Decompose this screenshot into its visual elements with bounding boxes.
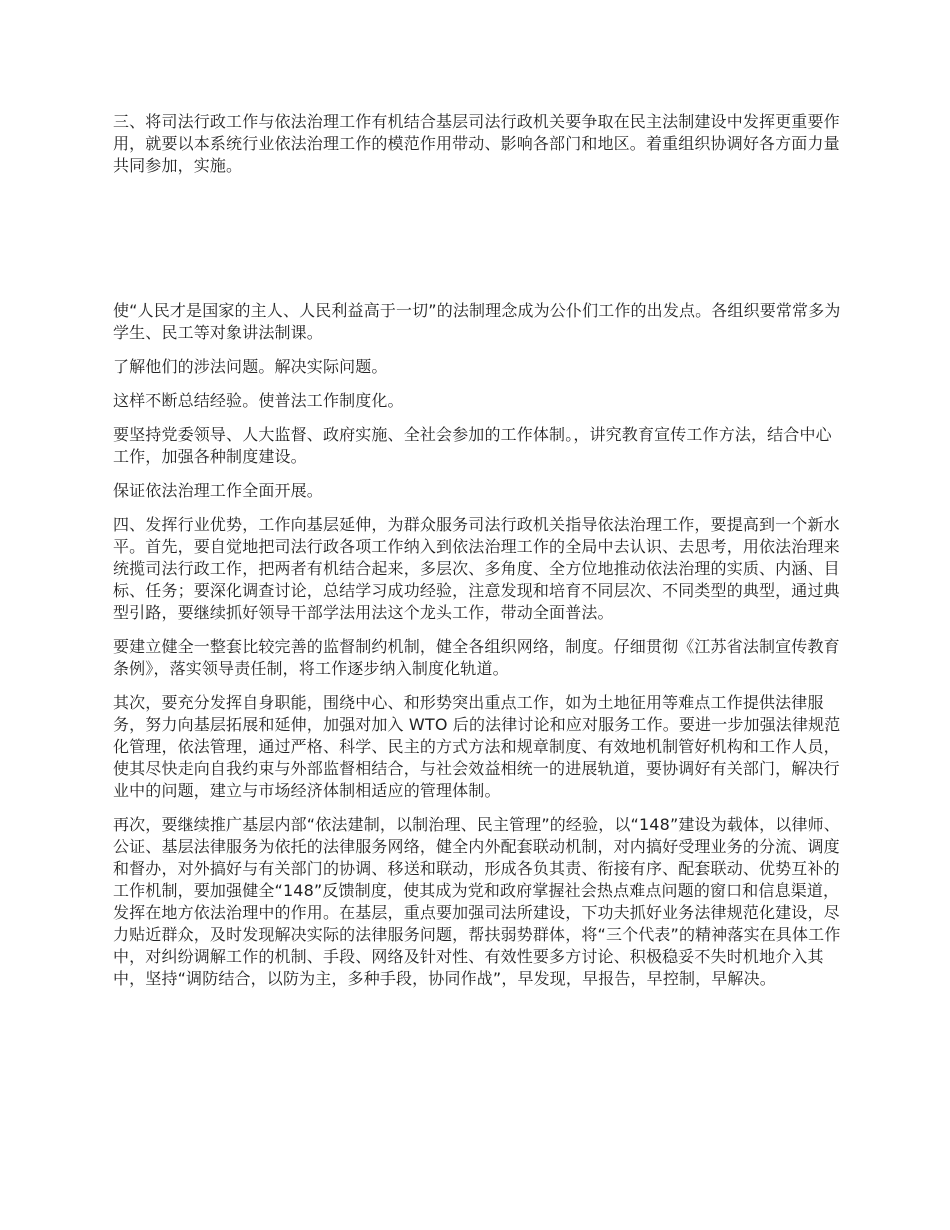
paragraph-9: 再次，要继续推广基层内部“依法建制，以制治理、民主管理”的经验，以“148”建设为载体，以律师、公证、基层法律服务为依托的法律服务网络，健全内外配套联动机制，对内搞好受理业务的分流、调度和督办，对外搞好与有关部门的协调、移送和联动，形成各负其责、衔接有序、配套联动、优势互补的工作机制，要加强健全“148”反馈制度，使其成为党和政府掌握社会热点难点问题的窗口和信息渠道，发挥在地方依法治理中的作用。在基层，重点要加强司法所建设，下功夫抓好业务法律规范化建设，尽力贴近群众，及时发现解决实际的法律服务问题，帮扶弱势群体，将“三个代表”的精神落实在具体工作中，对纠纷调解工作的机制、手段、网络及针对性、有效性要多方讨论、积极稳妥不失时机地介入其中，坚持“调防结合，以防为主，多种手段，协同作战”，早发现，早报告，早控制，早解决。: [113, 815, 841, 988]
paragraph-6: 四、发挥行业优势，工作向基层延伸，为群众服务司法行政机关指导依法治理工作，要提高到一个新水平。首先，要自觉地把司法行政各项工作纳入到依法治理工作的全局中去认识、去思考，用依法治理来统揽司法行政工作，把两者有机结合起来，多层次、多角度、全方位地推动依法治理的实质、内涵、目标、任务；要深化调查讨论，总结学习成功经验，注意发现和培育不同层次、不同类型的典型，通过典型引路，要继续抓好领导干部学法用法这个龙头工作，带动全面普法。: [113, 515, 840, 622]
paragraph-1: 使“人民才是国家的主人、人民利益高于一切”的法制理念成为公仆们工作的出发点。各组织要常常多为学生、民工等对象讲法制课。: [113, 301, 841, 342]
intro-paragraph: 三、将司法行政工作与依法治理工作有机结合基层司法行政机关要争取在民主法制建设中发挥更重要作用，就要以本系统行业依法治理工作的模范作用带动、影响各部门和地区。着重组织协调好各方面力量共同参加，实施。: [113, 112, 840, 175]
paragraph-3: 这样不断总结经验。使普法工作制度化。: [113, 391, 404, 410]
paragraph-5: 保证依法治理工作全面开展。: [113, 481, 323, 500]
paragraph-4: 要坚持党委领导、人大监督、政府实施、全社会参加的工作体制。，讲究教育宣传工作方法，结合中心工作，加强各种制度建设。: [113, 425, 832, 466]
paragraph-2: 了解他们的涉法问题。解决实际问题。: [113, 357, 388, 376]
paragraph-8: 其次，要充分发挥自身职能，围绕中心、和形势突出重点工作，如为土地征用等难点工作提供法律服务，努力向基层拓展和延伸，加强对加入 WTO 后的法律讨论和应对服务工作。要进一步加强法律规范化管理，依法管理，通过严格、科学、民主的方式方法和规章制度、有效地机制管好机构和工作人员，使其尽快走向自我约束与外部监督相结合，与社会效益相统一的进展轨道，要协调好有关部门，解决行业中的问题，建立与市场经济体制相适应的管理体制。: [113, 693, 841, 800]
intro-section: [113, 111, 843, 177]
body-section: [113, 300, 843, 1002]
paragraph-7: 要建立健全一整套比较完善的监督制约机制，健全各组织网络，制度。仔细贯彻《江苏省法制宣传教育条例》，落实领导责任制，将工作逐步纳入制度化轨道。: [113, 637, 840, 678]
